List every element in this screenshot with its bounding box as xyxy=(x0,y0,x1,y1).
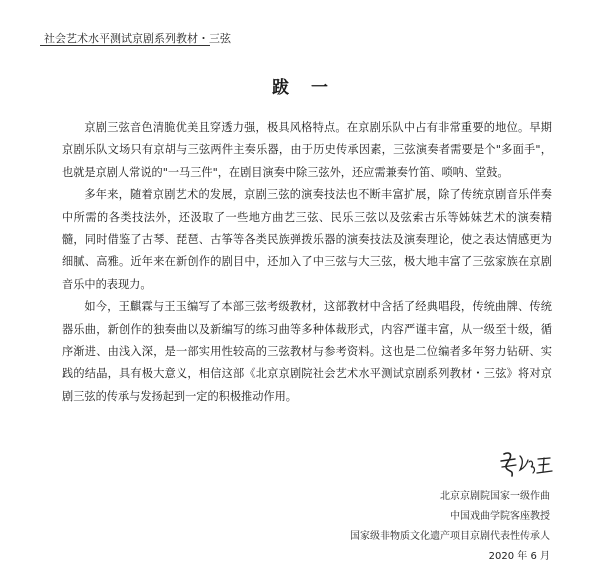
credit-line-3: 国家级非物质文化遗产项目京剧代表性传承人 xyxy=(350,531,550,542)
header-rule xyxy=(40,45,210,46)
credit-line-1: 北京京剧院国家一级作曲 xyxy=(440,491,550,502)
paragraph-3: 如今，王麒霖与王玉编写了本部三弦考级教材，这部教材中含括了经典唱段，传统曲牌、传统器乐曲，新创作的独奏曲以及新编写的练习曲等多种体裁形式，内容严谨丰富，从一级至十级，循序渐进、由浅入深，是一部实用性较高的三弦教材与参考资料。这也是二位编者多年努力钻研、实践的结晶，具有极大意义，相信这部《北京京剧院社会艺术水平测试京剧系列教材・三弦》将对京剧三弦的传承与发扬起到一定的积极推动作用。 xyxy=(62,300,552,403)
body-text xyxy=(62,117,552,408)
handwritten-signature xyxy=(498,448,558,482)
credit-line-2: 中国戏曲学院客座教授 xyxy=(450,511,550,522)
page-title: 跋一 xyxy=(272,78,350,98)
credit-date: 2020 年 6 月 xyxy=(488,551,550,562)
paragraph-2: 多年来，随着京剧艺术的发展，京剧三弦的演奏技法也不断丰富扩展，除了传统京剧音乐伴奏中所需的各类技法外，还汲取了一些地方曲艺三弦、民乐三弦以及弦索古乐等姊妹艺术的演奏精髓，同时借鉴了古琴、琵琶、古筝等各类民族弹拨乐器的演奏技法及演奏理论，使之表达情感更为细腻、高雅。近年来在新创作的剧目中，还加入了中三弦与大三弦，极大地丰富了三弦家族在京剧音乐中的表现力。 xyxy=(62,188,552,291)
running-header: 社会艺术水平测试京剧系列教材・三弦 xyxy=(44,32,231,45)
paragraph-1: 京剧三弦音色清脆优美且穿透力强，极具风格特点。在京剧乐队中占有非常重要的地位。早期京剧乐队文场只有京胡与三弦两件主奏乐器，由于历史传承因素，三弦演奏者需要是个"多面手"，也就是京剧人常说的"一马三件"，在剧目演奏中除三弦外，还应需兼奏竹笛、唢呐、堂鼓。 xyxy=(62,121,552,179)
